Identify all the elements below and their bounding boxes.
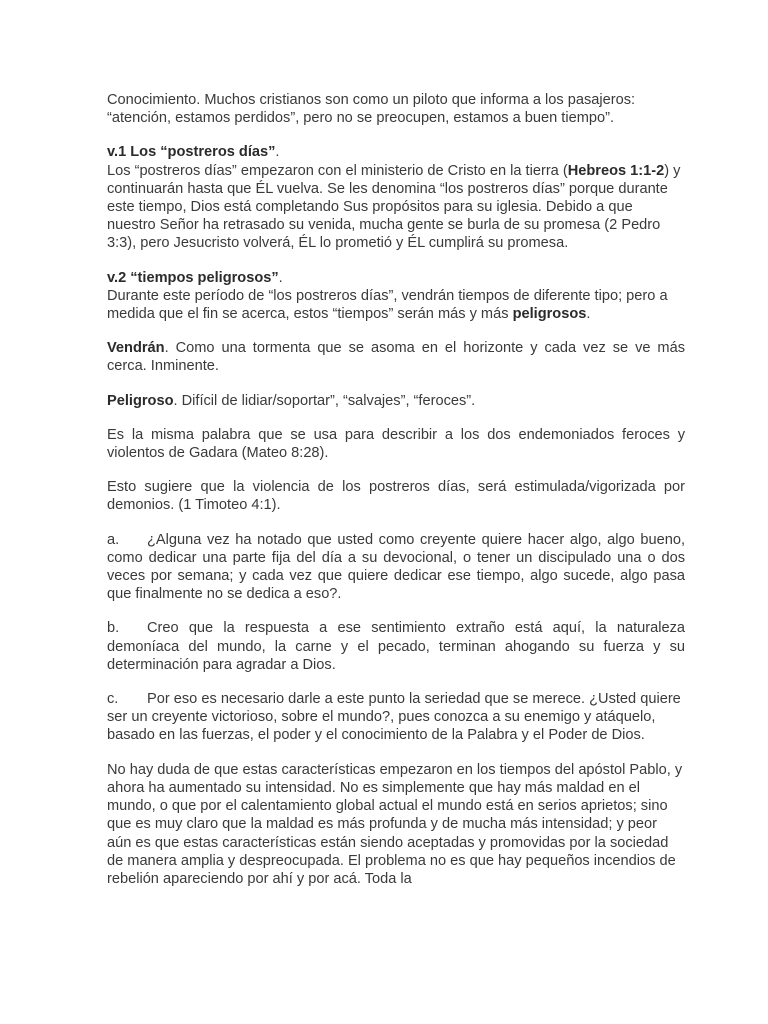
section-v1-title-tail: . — [275, 144, 280, 161]
definition-peligroso: . Difícil de lidiar/soportar”, “salvajes”, “feroces”. — [173, 392, 476, 409]
list-item-b — [107, 619, 685, 674]
paragraph-line-1: Conocimiento. Muchos cristianos son como un piloto que informa a los pasajeros: — [107, 92, 636, 108]
section-v1-ref: Hebreos 1:1-2 — [567, 162, 665, 179]
section-v1-text-a: Los “postreros días” empezaron con el ministerio de Cristo en la tierra ( — [107, 162, 568, 179]
paragraph-vendran — [107, 339, 685, 375]
paragraph-conocimiento — [107, 91, 685, 127]
section-v1 — [107, 143, 685, 252]
list-item-text: Por eso es necesario darle a este punto la seriedad que se merece. ¿Usted quiere ser un creyente victorioso, sobre el mundo?, pues conozca a su enemigo y atáquelo, basado en las fuerzas, el poder y el conocimiento de la Palabra y el Poder de Dios. — [107, 691, 681, 744]
section-v1-title: v.1 Los “postreros días” — [107, 144, 276, 161]
section-v2 — [107, 269, 685, 324]
list-marker: b. — [107, 620, 120, 637]
section-v2-title: v.2 “tiempos peligrosos” — [107, 269, 279, 286]
section-v2-body — [107, 287, 685, 323]
paragraph-gadara: Es la misma palabra que se usa para describir a los dos endemoniados feroces y violentos de Gadara (Mateo 8:28). — [107, 426, 685, 462]
list-marker: a. — [107, 531, 120, 548]
list-item-a — [107, 531, 685, 604]
section-v1-heading — [107, 143, 685, 161]
list-item-c — [107, 690, 685, 745]
section-v2-emph: peligrosos — [512, 306, 587, 323]
section-v1-text-b: ) y continuarán hasta que ÉL vuelva. Se les denomina “los postreros días” porque durante este tiempo, Dios está completando Sus propósitos para su iglesia. Debido a que nuestro Señor ha retrasado su venida, mucha gente se burla de su promesa (2 Pedro 3:3), pero Jesucristo volverá, ÉL lo prometió y ÉL cumplirá su promesa. — [107, 162, 681, 252]
section-v2-title-tail: . — [278, 269, 283, 286]
list-item-text: ¿Alguna vez ha notado que usted como creyente quiere hacer algo, algo bueno, como dedicar una parte fija del día a su devocional, o tener un discipulado una o dos veces por semana; y cada vez que quiere dedicar ese tiempo, algo sucede, algo pasa que finalmente no se dedica a eso?. — [107, 531, 685, 603]
paragraph-line-2: “atención, estamos perdidos”, pero no se preocupen, estamos a buen tiempo”. — [107, 110, 615, 127]
list-item-text: Creo que la respuesta a ese sentimiento extraño está aquí, la naturaleza demoníaca del mundo, la carne y el pecado, terminan ahogando su fuerza y su determinación para agradar a Dios. — [107, 620, 685, 673]
paragraph-final: No hay duda de que estas características empezaron en los tiempos del apóstol Pablo, y ahora ha aumentado su intensidad. No es simplemente que hay más maldad en el mundo, o que por el calentamiento global actual el mundo está en serios aprietos; sino que es muy claro que la maldad es más profunda y de mucha más intensidad; y peor aún es que estas características están siendo aceptadas y promovidas por la sociedad de manera amplia y despreocupada. El problema no es que hay pequeños incendios de rebelión apareciendo por ahí y por acá. Toda la — [107, 761, 683, 887]
definition-vendran: . Como una tormenta que se asoma en el horizonte y cada vez se ve más cerca. Inminente. — [107, 340, 685, 375]
section-v1-body — [107, 162, 685, 253]
list-marker: c. — [107, 691, 119, 708]
term-peligroso: Peligroso — [107, 392, 174, 409]
section-v2-text-end: . — [586, 306, 591, 323]
paragraph-sugiere: Esto sugiere que la violencia de los postreros días, será estimulada/vigorizada por demonios. (1 Timoteo 4:1). — [107, 479, 685, 514]
section-v2-text: Durante este período de “los postreros días”, vendrán tiempos de diferente tipo; pero a medida que el fin se acerca, estos “tiempos” serán más y más — [107, 287, 668, 323]
section-v2-heading — [107, 269, 685, 287]
term-vendran: Vendrán — [107, 340, 165, 357]
paragraph-peligroso — [107, 392, 685, 410]
